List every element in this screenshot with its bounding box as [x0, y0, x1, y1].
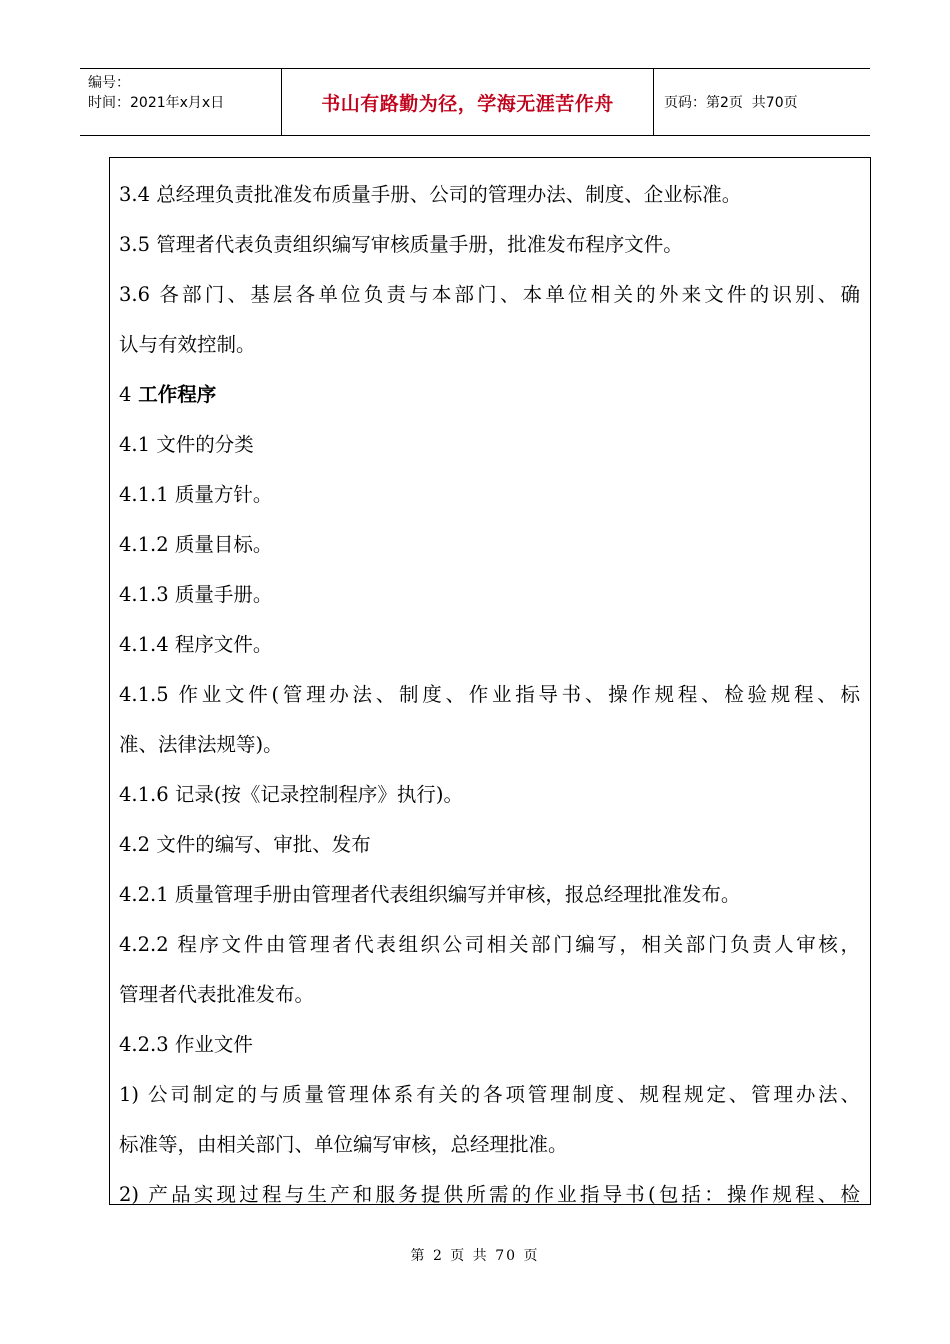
content-box	[109, 157, 871, 1205]
text-line: 3.6 各部门、基层各单位负责与本部门、本单位相关的外来文件的识别、确	[119, 283, 860, 306]
text-line: 4.1.6 记录(按《记录控制程序》执行)。	[119, 783, 464, 806]
section-heading	[119, 370, 860, 420]
page-info: 页码：第2页 共70页	[664, 95, 798, 111]
text-line: 准、法律法规等)。	[119, 733, 283, 756]
text-line: 4.2.2 程序文件由管理者代表组织公司相关部门编写，相关部门负责人审核，	[119, 933, 860, 956]
text-line: 4.2.1 质量管理手册由管理者代表组织编写并审核，报总经理批准发布。	[119, 883, 741, 906]
page-header	[80, 68, 870, 136]
header-meta	[80, 69, 282, 135]
text-line: 1) 公司制定的与质量管理体系有关的各项管理制度、规程规定、管理办法、	[119, 1083, 860, 1106]
page-footer: 第 2 页 共 70 页	[410, 1248, 540, 1264]
document-number-label: 编号：	[88, 75, 130, 91]
text-line: 4.1.4 程序文件。	[119, 633, 273, 656]
text-line: 4.2 文件的编写、审批、发布	[119, 833, 371, 856]
text-line: 标准等，由相关部门、单位编写审核，总经理批准。	[119, 1133, 568, 1156]
text-line: 3.4 总经理负责批准发布质量手册、公司的管理办法、制度、企业标准。	[119, 183, 742, 206]
text-line: 2) 产品实现过程与生产和服务提供所需的作业指导书(包括：操作规程、检	[119, 1183, 860, 1205]
motto-text: 书山有路勤为径，学海无涯苦作舟	[321, 92, 614, 115]
text-line: 管理者代表批准发布。	[119, 983, 315, 1006]
text-line: 4.1.1 质量方针。	[119, 483, 273, 506]
text-line: 4.1 文件的分类	[119, 433, 254, 456]
text-line: 4.2.3 作业文件	[119, 1033, 253, 1056]
header-motto-cell	[282, 69, 654, 135]
section-heading-title: 工作程序	[138, 383, 217, 406]
text-line: 4.1.5 作业文件(管理办法、制度、作业指导书、操作规程、检验规程、标	[119, 683, 860, 706]
text-line: 4.1.3 质量手册。	[119, 583, 273, 606]
text-line: 4.1.2 质量目标。	[119, 533, 273, 556]
text-line: 3.5 管理者代表负责组织编写审核质量手册，批准发布程序文件。	[119, 233, 683, 256]
section-heading-number: 4	[119, 383, 132, 406]
document-date: 时间：2021年x月x日	[88, 95, 225, 111]
content-lines	[110, 158, 870, 1205]
text-line: 认与有效控制。	[119, 333, 256, 356]
